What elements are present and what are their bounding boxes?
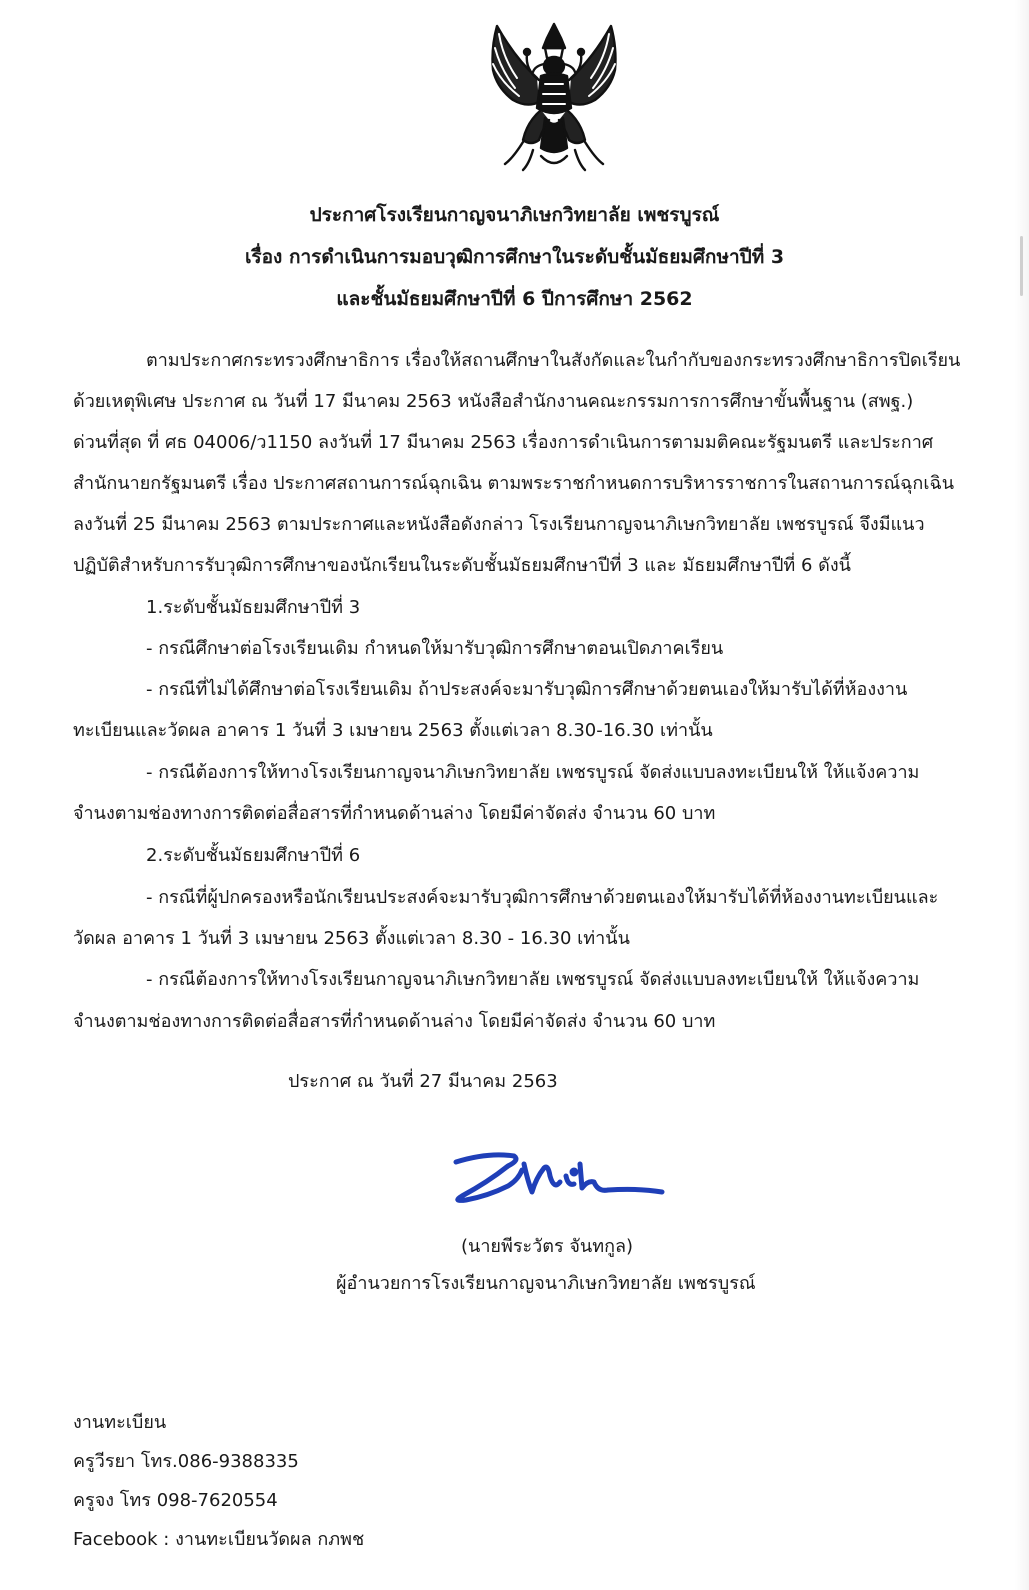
body-line-m3-case2-cont: ทะเบียนและวัดผล อาคาร 1 วันที่ 3 เมษายน 2563 ตั้งแต่เวลา 8.30-16.30 เท่านั้น <box>73 720 713 741</box>
body-line-4: สำนักนายกรัฐมนตรี เรื่อง ประกาศสถานการณ์ฉุกเฉิน ตามพระราชกำหนดการบริหารราชการในสถานการณ์ฉุกเฉิน <box>73 473 955 494</box>
announce-date: ประกาศ ณ วันที่ 27 มีนาคม 2563 <box>288 1071 558 1092</box>
contact-teacher-2: ครูจง โทร 098-7620554 <box>73 1490 278 1511</box>
body-line-3: ด่วนที่สุด ที่ ศธ 04006/ว1150 ลงวันที่ 17 มีนาคม 2563 เรื่องการดำเนินการตามมติคณะรัฐมนตรี และประกาศ <box>73 432 934 453</box>
body-line-m6-case2-cont: จำนงตามช่องทางการติดต่อสื่อสารที่กำหนดด้านล่าง โดยมีค่าจัดส่ง จำนวน 60 บาท <box>73 1011 716 1032</box>
announcement-subject-cont: และชั้นมัธยมศึกษาปีที่ 6 ปีการศึกษา 2562 <box>336 288 693 310</box>
body-line-m6-case1: - กรณีที่ผู้ปกครองหรือนักเรียนประสงค์จะมารับวุฒิการศึกษาด้วยตนเองให้มารับได้ที่ห้องงานทะเบียนและ <box>146 887 939 908</box>
body-line-m6-case2: - กรณีต้องการให้ทางโรงเรียนกาญจนาภิเษกวิทยาลัย เพชรบูรณ์ จัดส่งแบบลงทะเบียนให้ ให้แจ้งความ <box>146 969 920 990</box>
signer-name: (นายพีระวัตร จันทกูล) <box>461 1236 634 1257</box>
body-line-m3-case2: - กรณีที่ไม่ได้ศึกษาต่อโรงเรียนเดิม ถ้าประสงค์จะมารับวุฒิการศึกษาด้วยตนเองให้มารับได้ที่ห้องงาน <box>146 679 908 700</box>
contact-facebook: Facebook : งานทะเบียนวัดผล กภพช <box>73 1529 365 1550</box>
signer-title: ผู้อำนวยการโรงเรียนกาญจนาภิเษกวิทยาลัย เพชรบูรณ์ <box>336 1273 756 1294</box>
section-heading-m3: 1.ระดับชั้นมัธยมศึกษาปีที่ 3 <box>146 597 361 618</box>
announcement-title: ประกาศโรงเรียนกาญจนาภิเษกวิทยาลัย เพชรบูรณ์ <box>309 204 720 226</box>
body-line-1: ตามประกาศกระทรวงศึกษาธิการ เรื่องให้สถานศึกษาในสังกัดและในกำกับของกระทรวงศึกษาธิการปิดเรียน <box>146 350 961 371</box>
section-heading-m6: 2.ระดับชั้นมัธยมศึกษาปีที่ 6 <box>146 845 361 866</box>
body-line-m3-case1: - กรณีศึกษาต่อโรงเรียนเดิม กำหนดให้มารับวุฒิการศึกษาตอนเปิดภาคเรียน <box>146 638 724 659</box>
contact-teacher-1: ครูวีรยา โทร.086-9388335 <box>73 1451 299 1472</box>
garuda-emblem-icon <box>483 18 625 176</box>
body-line-5: ลงวันที่ 25 มีนาคม 2563 ตามประกาศและหนังสือดังกล่าว โรงเรียนกาญจนาภิเษกวิทยาลัย เพชรบูรณ์ จึงมีแนว <box>73 514 925 535</box>
signature-icon <box>448 1142 678 1218</box>
body-line-2: ด้วยเหตุพิเศษ ประกาศ ณ วันที่ 17 มีนาคม 2563 หนังสือสำนักงานคณะกรรมการการศึกษาขั้นพื้นฐาน (สพฐ.) <box>73 391 914 412</box>
announcement-subject: เรื่อง การดำเนินการมอบวุฒิการศึกษาในระดับชั้นมัธยมศึกษาปีที่ 3 <box>244 246 785 268</box>
body-line-m6-case1-cont: วัดผล อาคาร 1 วันที่ 3 เมษายน 2563 ตั้งแต่เวลา 8.30 - 16.30 เท่านั้น <box>73 928 630 949</box>
body-line-m3-case3: - กรณีต้องการให้ทางโรงเรียนกาญจนาภิเษกวิทยาลัย เพชรบูรณ์ จัดส่งแบบลงทะเบียนให้ ให้แจ้งความ <box>146 762 920 783</box>
body-line-6: ปฏิบัติสำหรับการรับวุฒิการศึกษาของนักเรียนในระดับชั้นมัธยมศึกษาปีที่ 3 และ มัธยมศึกษาปีที่ 6 ดังนี้ <box>73 555 851 576</box>
contact-department: งานทะเบียน <box>73 1412 167 1433</box>
page-right-edge <box>1015 0 1029 1590</box>
body-line-m3-case3-cont: จำนงตามช่องทางการติดต่อสื่อสารที่กำหนดด้านล่าง โดยมีค่าจัดส่ง จำนวน 60 บาท <box>73 803 716 824</box>
